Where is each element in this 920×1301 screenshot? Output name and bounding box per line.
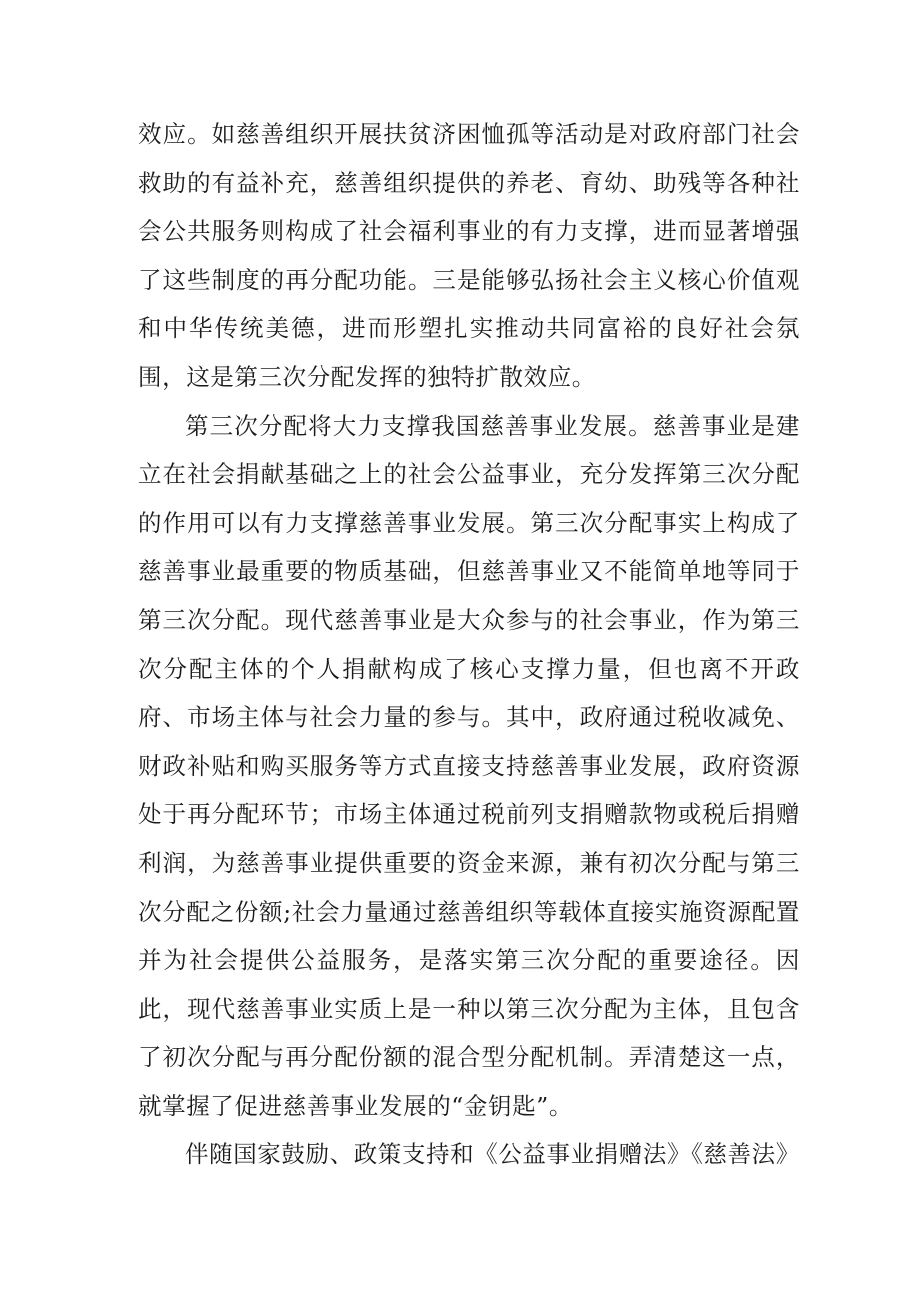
paragraph-1: 效应。如慈善组织开展扶贫济困恤孤等活动是对政府部门社会救助的有益补充，慈善组织提供的养老、育幼、助残等各种社会公共服务则构成了社会福利事业的有力支撑，进而显著增强了这些制度的再分配功能。三是能够弘扬社会主义核心价值观和中华传统美德，进而形塑扎实推动共同富裕的良好社会氛围，这是第三次分配发挥的独特扩散效应。 [138, 120, 800, 391]
body-text [138, 110, 800, 1179]
paragraph-3: 伴随国家鼓励、政策支持和《公益事业捐赠法》《慈善法》 [185, 1140, 800, 1169]
paragraph-2: 第三次分配将大力支撑我国慈善事业发展。慈善事业是建立在社会捐献基础之上的社会公益事业，充分发挥第三次分配的作用可以有力支撑慈善事业发展。第三次分配事实上构成了慈善事业最重要的物质基础，但慈善事业又不能简单地等同于第三次分配。现代慈善事业是大众参与的社会事业，作为第三次分配主体的个人捐献构成了核心支撑力量，但也离不开政府、市场主体与社会力量的参与。其中，政府通过税收减免、财政补贴和购买服务等方式直接支持慈善事业发展，政府资源处于再分配环节；市场主体通过税前列支捐赠款物或税后捐赠利润，为慈善事业提供重要的资金来源，兼有初次分配与第三次分配之份额;社会力量通过慈善组织等载体直接实施资源配置并为社会提供公益服务，是落实第三次分配的重要途径。因此，现代慈善事业实质上是一种以第三次分配为主体，且包含了初次分配与再分配份额的混合型分配机制。弄清楚这一点，就掌握了促进慈善事业发展的“金钥匙”。 [138, 411, 800, 1120]
